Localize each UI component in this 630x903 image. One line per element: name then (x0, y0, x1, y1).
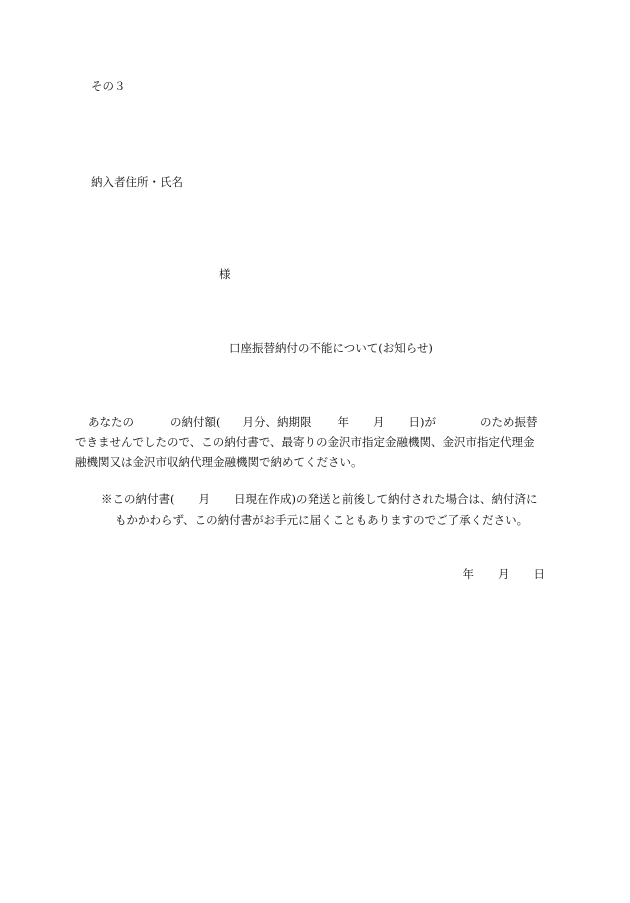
body-line-2: できませんでしたので、この納付書で、最寄りの金沢市指定金融機関、金沢市指定代理金 (75, 435, 535, 449)
body-text-year: 年 (337, 415, 349, 429)
body-text-day: 日)が (408, 415, 436, 429)
note-line-2: もかかわらず、この納付書がお手元に届くこともありますのでご了承ください。 (115, 513, 529, 527)
notice-body (75, 412, 555, 472)
note-text-month: 月 (198, 492, 210, 506)
date-year: 年 (462, 567, 474, 581)
body-text-transfer: のため振替 (480, 415, 538, 429)
section-label: その３ (91, 79, 126, 93)
body-text-month: 月 (373, 415, 385, 429)
date-line (463, 566, 546, 582)
date-month: 月 (498, 567, 510, 581)
note-text-bill: ※この納付書( (101, 492, 175, 506)
body-text-month-deadline: 月分、納期限 (242, 415, 312, 429)
note-line-1 (101, 489, 561, 510)
notice-note (101, 489, 561, 531)
date-day: 日 (533, 567, 545, 581)
body-text-amount: の納付額( (170, 415, 221, 429)
body-text-anata: あなたの (88, 415, 134, 429)
note-text-rest: 日現在作成)の発送と前後して納付された場合は、納付済に (234, 492, 538, 506)
document-title: 口座振替納付の不能について(お知らせ) (229, 341, 433, 355)
recipient-address-name-label: 納入者住所・氏名 (91, 175, 183, 189)
body-line-3: 融機関又は金沢市収納代理金融機関で納めてください。 (75, 455, 363, 469)
body-line-1 (75, 412, 555, 432)
honorific-sama: 様 (219, 267, 231, 281)
